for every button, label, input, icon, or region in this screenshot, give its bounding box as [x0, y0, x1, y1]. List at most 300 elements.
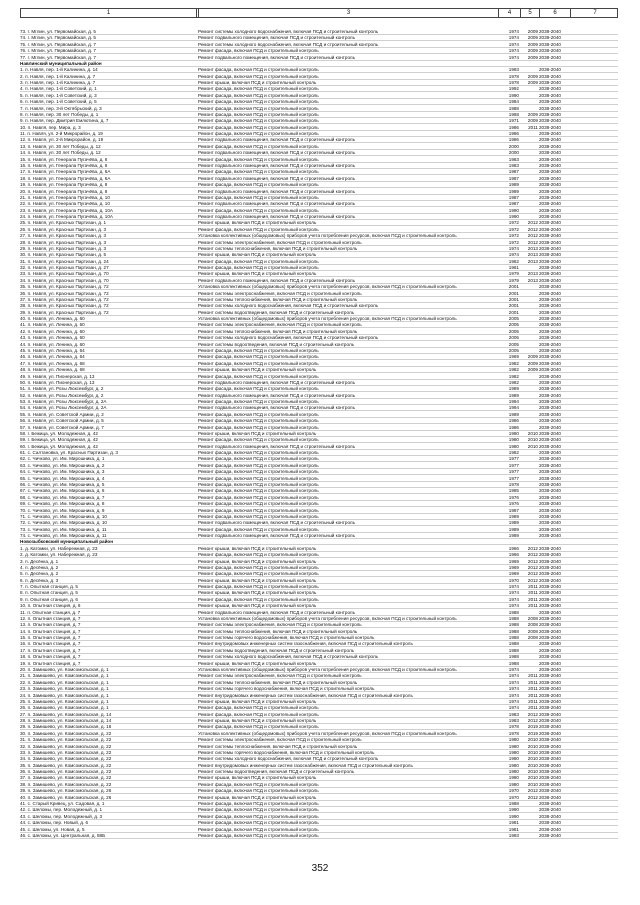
- cell-work-type: Ремонт фасада, включая ПСД и строительный контроль: [198, 86, 319, 92]
- cell-year-built: 1974: [508, 590, 519, 596]
- cell-year-built: 1988: [508, 628, 519, 634]
- cell-year-last-repair: 2011: [528, 124, 538, 130]
- cell-year-built: 1981: [508, 820, 519, 826]
- cell-year-last-repair: 2009: [527, 48, 538, 54]
- cell-year-last-repair: 2012: [527, 711, 538, 717]
- cell-work-type: Ремонт системы теплоснабжения, включая ПСД и строительный контроль: [198, 743, 358, 749]
- cell-object: 36. п. Замишево, ул. Комсомольская, д. 22: [20, 769, 112, 775]
- table-row: [20, 48, 618, 54]
- cell-work-type: Ремонт системы теплоснабжения, включая ПСД и строительный контроль: [198, 628, 358, 634]
- cell-work-type: Ремонт фасада, включая ПСД и строительный контроль: [198, 494, 319, 500]
- cell-year-last-repair: 2012: [527, 788, 538, 794]
- cell-planned-period: 2038-2040: [539, 705, 561, 711]
- cell-year-built: 1983: [508, 156, 519, 162]
- section-heading-row: [20, 539, 618, 545]
- cell-year-built: 1986: [508, 131, 519, 137]
- cell-year-built: 1976: [508, 501, 519, 507]
- cell-work-type: Ремонт фасада, включая ПСД и строительный контроль: [198, 418, 319, 424]
- cell-year-built: 1986: [508, 124, 519, 130]
- table-row: [20, 220, 618, 226]
- cell-work-type: Ремонт фасада, включая ПСД и строительный контроль: [198, 526, 319, 532]
- table-row: [20, 782, 618, 788]
- cell-object: 17. п. Опытная станция, д. 7: [20, 647, 81, 653]
- table-row: [20, 265, 618, 271]
- cell-planned-period: 2038-2040: [539, 252, 561, 258]
- cell-year-last-repair: 2011: [528, 603, 538, 609]
- cell-object: 9. п. Опытная станция, д. 6: [20, 596, 78, 602]
- cell-object: 52. п. Навля, ул. Розы Люксембург, д. 2: [20, 392, 104, 398]
- cell-planned-period: 2038-2040: [539, 494, 561, 500]
- cell-work-type: Ремонт фасада, включая ПСД и строительный контроль: [198, 456, 319, 462]
- cell-work-type: Ремонт крыши, включая ПСД и строительный контроль: [198, 775, 317, 781]
- cell-year-built: 1980: [508, 430, 519, 436]
- cell-object: 44. п. Навля, ул. Ленина, д. 60: [20, 341, 85, 347]
- cell-planned-period: 2038-2040: [539, 124, 561, 130]
- cell-planned-period: 2038-2040: [539, 654, 561, 660]
- cell-year-built: 1968: [508, 111, 519, 117]
- cell-planned-period: 2038-2040: [539, 686, 561, 692]
- cell-planned-period: 2038-2040: [539, 143, 561, 149]
- cell-object: 46. п. Навля, ул. Ленина, д. 64: [20, 354, 85, 360]
- table-row: [20, 252, 618, 258]
- cell-planned-period: 2038-2040: [539, 399, 561, 405]
- cell-year-built: 2001: [508, 303, 519, 309]
- cell-work-type: Установка коллективных (общедомовых) приборов учета потребления ресурсов, включая ПСД и строительный контроль: [198, 615, 457, 621]
- cell-year-built: 1988: [508, 800, 519, 806]
- cell-planned-period: 2038-2040: [539, 641, 561, 647]
- cell-object: 73. с. Чичково, ул. Им. Мирошника, д. 11: [20, 526, 107, 532]
- cell-year-built: 1981: [508, 826, 519, 832]
- cell-object: 31. п. Навля, ул. Красных Партизан, д. 24: [20, 258, 109, 264]
- cell-year-built: 1989: [508, 411, 519, 417]
- cell-year-built: 1994: [508, 399, 519, 405]
- cell-object: 4. п. Навля, пер. 1-й Советский, д. 1: [20, 86, 97, 92]
- cell-year-last-repair: 2010: [527, 737, 538, 743]
- cell-year-built: 2005: [508, 322, 519, 328]
- cell-planned-period: 2038-2040: [539, 411, 561, 417]
- cell-object: 5. п. Навля, пер. 1-й Советский, д. 3: [20, 92, 97, 98]
- cell-work-type: Ремонт системы электроснабжения, включая ПСД и строительный контроль: [198, 290, 362, 296]
- cell-work-type: Ремонт фасада, включая ПСД и строительный контроль: [198, 832, 319, 838]
- table-row: [20, 610, 618, 616]
- cell-work-type: Ремонт фасада, включая ПСД и строительный контроль: [198, 813, 319, 819]
- cell-object: 47. п. Навля, ул. Ленина, д. 68: [20, 360, 85, 366]
- cell-object: 68. с. Чичково, ул. Им. Мирошника, д. 7: [20, 494, 105, 500]
- cell-work-type: Ремонт фасада, включая ПСД и строительный контроль: [198, 73, 319, 79]
- cell-year-built: 2000: [508, 143, 519, 149]
- cell-object: 3. п. Десёнка, д. 1: [20, 558, 59, 564]
- cell-object: 72. с. Чичково, ул. Им. Мирошника, д. 10: [20, 520, 107, 526]
- cell-planned-period: 2038-2040: [539, 92, 561, 98]
- cell-object: 34. п. Замишево, ул. Комсомольская, д. 22: [20, 756, 112, 762]
- cell-planned-period: 2038-2040: [539, 233, 561, 239]
- cell-work-type: Ремонт системы горячего водоснабжения, включая ПСД и строительный контроль: [198, 749, 375, 755]
- cell-planned-period: 2038-2040: [539, 201, 561, 207]
- cell-work-type: Ремонт фасада, включая ПСД и строительный контроль: [198, 705, 319, 711]
- cell-object: 30. п. Замишево, ул. Комсомольская, д. 22: [20, 730, 112, 736]
- table-row: [20, 284, 618, 290]
- cell-year-last-repair: 2011: [528, 673, 538, 679]
- cell-work-type: Ремонт системы теплоснабжения, включая ПСД и строительный контроль: [198, 328, 358, 334]
- cell-planned-period: 2038-2040: [539, 373, 561, 379]
- table-row: [20, 201, 618, 207]
- cell-planned-period: 2038-2040: [539, 162, 561, 168]
- cell-work-type: Ремонт фасада, включая ПСД и строительный контроль: [198, 800, 319, 806]
- cell-object: 16. п. Навля, ул. Генерала Пугачёва, д. 6: [20, 162, 108, 168]
- cell-object: 29. п. Замишево, ул. Комсомольская, д. 16: [20, 724, 112, 730]
- table-row: [20, 820, 618, 826]
- cell-work-type: Ремонт фасада, включая ПСД и строительный контроль: [198, 105, 319, 111]
- cell-year-built: 1974: [508, 41, 519, 47]
- cell-planned-period: 2038-2040: [539, 67, 561, 73]
- cell-object: Новозыбковский муниципальный район: [20, 539, 113, 545]
- table-row: [20, 763, 618, 769]
- cell-year-built: 1988: [508, 615, 519, 621]
- table-row: [20, 571, 618, 577]
- cell-planned-period: 2038-2040: [539, 781, 561, 787]
- table-row: [20, 233, 618, 239]
- cell-year-built: 2005: [508, 348, 519, 353]
- table-row: [20, 189, 618, 195]
- table-row: [20, 125, 618, 131]
- cell-work-type: Ремонт подвального помещения, включая ПСД и строительный контроль: [198, 405, 355, 411]
- cell-year-last-repair: 2019: [527, 724, 538, 730]
- cell-work-type: Ремонт фасада, включая ПСД и строительный контроль: [198, 564, 319, 570]
- header-col-3: 3: [198, 9, 498, 17]
- cell-work-type: Ремонт фасада, включая ПСД и строительный контроль: [198, 424, 319, 430]
- cell-object: 27. п. Замишево, ул. Комсомольская, д. 14: [20, 711, 112, 717]
- cell-work-type: Ремонт крыши, включая ПСД и строительный контроль: [198, 660, 317, 666]
- cell-planned-period: 2038-2040: [539, 590, 561, 596]
- cell-object: 39. п. Замишево, ул. Комсомольская, д. 26: [20, 788, 112, 794]
- cell-object: 67. с. Чичково, ул. Им. Мирошника, д. 6: [20, 488, 105, 494]
- table-row: [20, 444, 618, 450]
- cell-work-type: Установка коллективных (общедомовых) приборов учета потребления ресурсов, включая ПСД и строительный контроль: [198, 730, 457, 736]
- cell-year-last-repair: 2012: [527, 571, 538, 577]
- cell-object: 11. п. Опытная станция, д. 7: [20, 609, 81, 615]
- cell-work-type: Ремонт системы холодного водоснабжения, включая ПСД и строительный контроль: [198, 303, 379, 309]
- cell-planned-period: 2038-2040: [539, 41, 561, 47]
- cell-work-type: Ремонт крыши, включая ПСД и строительный контроль: [198, 80, 317, 86]
- cell-work-type: Установка коллективных (общедомовых) приборов учета потребления ресурсов, включая ПСД и строительный контроль: [198, 284, 457, 290]
- table-row: [20, 756, 618, 762]
- cell-year-built: 1978: [508, 80, 519, 86]
- cell-object: 48. п. Навля, ул. Ленина, д. 68: [20, 367, 85, 373]
- table-row: [20, 629, 618, 635]
- cell-work-type: Ремонт фасада, включая ПСД и строительный контроль: [198, 360, 319, 366]
- cell-year-built: 1988: [508, 635, 519, 641]
- cell-year-built: 1982: [508, 450, 519, 456]
- cell-planned-period: 2038-2040: [539, 615, 561, 621]
- cell-object: 54. п. Навля, ул. Розы Люксембург, д. 2А: [20, 405, 107, 411]
- cell-year-built: 1992: [508, 86, 519, 92]
- cell-work-type: Ремонт внутридомовых инженерных систем газоснабжения, включая ПСД и строительный контроль: [198, 641, 413, 647]
- cell-year-built: 2001: [508, 290, 519, 296]
- cell-object: 23. п. Замишево, ул. Комсомольская, д. 1: [20, 686, 109, 692]
- cell-object: 62. с. Чичково, ул. Им. Мирошника, д. 1: [20, 456, 105, 462]
- cell-planned-period: 2038-2040: [539, 832, 561, 838]
- cell-work-type: Ремонт подвального помещения, включая ПСД и строительный контроль: [198, 609, 355, 615]
- cell-year-built: 1974: [508, 679, 519, 685]
- cell-planned-period: 2038-2040: [539, 239, 561, 245]
- cell-planned-period: 2038-2040: [539, 35, 561, 41]
- table-row: [20, 246, 618, 252]
- cell-work-type: Ремонт фасада, включая ПСД и строительный контроль: [198, 711, 319, 717]
- cell-object: 41. п. Навля, ул. Ленина, д. 60: [20, 322, 85, 328]
- cell-planned-period: 2038-2040: [539, 596, 561, 602]
- cell-year-last-repair: 2008: [527, 622, 538, 628]
- cell-object: Навлинский муниципальный район: [20, 60, 102, 66]
- cell-object: 63. с. Чичково, ул. Им. Мирошника, д. 2: [20, 462, 105, 468]
- cell-work-type: Ремонт системы электроснабжения, включая ПСД и строительный контроль: [198, 322, 362, 328]
- cell-work-type: Ремонт подвального помещения, включая ПСД и строительный контроль: [198, 277, 355, 283]
- cell-object: 57. п. Навля, ул. Советской Армии, д. 7: [20, 424, 104, 430]
- cell-work-type: Ремонт подвального помещения, включая ПСД и строительный контроль: [198, 201, 355, 207]
- table-row: [20, 322, 618, 328]
- cell-work-type: Ремонт системы холодного водоснабжения, включая ПСД и строительный контроль: [198, 29, 379, 34]
- table-row: [20, 431, 618, 437]
- cell-year-built: 1989: [508, 526, 519, 532]
- cell-planned-period: 2038-2040: [539, 456, 561, 462]
- cell-year-last-repair: 2011: [528, 705, 538, 711]
- cell-work-type: Ремонт крыши, включая ПСД и строительный контроль: [198, 367, 317, 373]
- cell-year-built: 1980: [508, 762, 519, 768]
- cell-planned-period: 2038-2040: [539, 354, 561, 360]
- table-row: [20, 55, 618, 61]
- cell-work-type: Ремонт фасада, включая ПСД и строительный контроль: [198, 469, 319, 475]
- cell-planned-period: 2038-2040: [539, 118, 561, 124]
- cell-planned-period: 2038-2040: [539, 737, 561, 743]
- cell-work-type: Ремонт крыши, включая ПСД и строительный контроль: [198, 271, 317, 277]
- table-row: [20, 520, 618, 526]
- cell-year-last-repair: 2011: [528, 596, 538, 602]
- cell-planned-period: 2038-2040: [539, 131, 561, 137]
- cell-object: 70. с. Чичково, ул. Им. Мирошника, д. 9: [20, 507, 105, 513]
- cell-year-built: 1989: [508, 188, 519, 194]
- cell-work-type: Ремонт фасада, включая ПСД и строительный контроль: [198, 488, 319, 494]
- cell-work-type: Ремонт крыши, включая ПСД и строительный контроль: [198, 252, 317, 258]
- cell-object: 12. п. Навля, ул. 2-й Микрорайон, д. 19: [20, 137, 104, 143]
- cell-planned-period: 2038-2040: [539, 730, 561, 736]
- cell-year-built: 2001: [508, 296, 519, 302]
- cell-year-last-repair: 2012: [527, 233, 538, 239]
- cell-planned-period: 2038-2040: [539, 367, 561, 373]
- cell-work-type: Ремонт системы холодного водоснабжения, включая ПСД и строительный контроль: [198, 41, 379, 47]
- cell-object: 2. д. Катомки, ул. Набережная, д. 23: [20, 552, 98, 558]
- cell-planned-period: 2038-2040: [539, 48, 561, 54]
- cell-year-built: 1989: [508, 392, 519, 398]
- cell-object: 49. п. Навля, ул. Пионерская, д. 13: [20, 373, 95, 379]
- cell-planned-period: 2038-2040: [539, 258, 561, 264]
- cell-object: 50. п. Навля, ул. Пионерская, д. 13: [20, 379, 95, 385]
- cell-work-type: Ремонт фасада, включая ПСД и строительный контроль: [198, 501, 319, 507]
- cell-year-built: 1978: [508, 73, 519, 79]
- table-row: [20, 29, 618, 35]
- cell-planned-period: 2038-2040: [539, 756, 561, 762]
- table-row: [20, 195, 618, 201]
- cell-year-built: 1966: [508, 552, 519, 558]
- cell-year-built: 1988: [508, 609, 519, 615]
- cell-object: 19. п. Навля, ул. Генерала Пугачёва, д. 8: [20, 182, 108, 188]
- cell-planned-period: 2038-2040: [539, 711, 561, 717]
- cell-planned-period: 2038-2040: [539, 462, 561, 468]
- cell-planned-period: 2038-2040: [539, 820, 561, 826]
- cell-object: 28. п. Навля, ул. Красных Партизан, д. 3: [20, 239, 107, 245]
- cell-year-built: 1988: [508, 641, 519, 647]
- table-row: [20, 750, 618, 756]
- cell-year-built: 1979: [508, 277, 519, 283]
- cell-work-type: Ремонт фасада, включая ПСД и строительный контроль: [198, 99, 319, 105]
- cell-year-built: 1974: [508, 35, 519, 41]
- cell-work-type: Ремонт системы электроснабжения, включая ПСД и строительный контроль: [198, 239, 362, 245]
- table-row: [20, 42, 618, 48]
- table-row: [20, 469, 618, 475]
- cell-year-last-repair: 2009: [527, 35, 538, 41]
- table-row: [20, 578, 618, 584]
- table-row: [20, 405, 618, 411]
- cell-year-built: 1983: [508, 711, 519, 717]
- cell-work-type: Ремонт фасада, включая ПСД и строительный контроль: [198, 571, 319, 577]
- cell-object: 76. г. Мглин, ул. Первомайская, д. 7: [20, 48, 96, 54]
- cell-planned-period: 2038-2040: [539, 316, 561, 322]
- cell-planned-period: 2038-2040: [539, 277, 561, 283]
- table-row: [20, 374, 618, 380]
- cell-planned-period: 2038-2040: [539, 111, 561, 117]
- cell-work-type: Ремонт внутридомовых инженерных систем газоснабжения, включая ПСД и строительный контроль: [198, 692, 413, 698]
- cell-object: 6. п. Десёнка, д. 3: [20, 577, 59, 583]
- cell-work-type: Ремонт фасада, включая ПСД и строительный контроль: [198, 354, 319, 360]
- header-col-1: 1: [106, 10, 111, 16]
- cell-year-last-repair: 2010: [527, 769, 538, 775]
- cell-work-type: Ремонт фасада, включая ПСД и строительный контроль: [198, 450, 319, 456]
- cell-year-last-repair: 2008: [527, 628, 538, 634]
- table-row: [20, 559, 618, 565]
- cell-work-type: Ремонт крыши, включая ПСД и строительный контроль: [198, 430, 317, 436]
- cell-year-built: 2005: [508, 341, 519, 347]
- cell-work-type: Ремонт крыши, включая ПСД и строительный контроль: [198, 590, 317, 596]
- cell-object: 19. п. Опытная станция, д. 7: [20, 660, 81, 666]
- table-row: [20, 74, 618, 80]
- cell-year-last-repair: 2011: [528, 590, 538, 596]
- cell-year-built: 1962: [508, 258, 519, 264]
- cell-work-type: Ремонт фасада, включая ПСД и строительный контроль: [198, 552, 319, 558]
- table-row: [20, 367, 618, 373]
- cell-object: 74. г. Мглин, ул. Первомайская, д. 5: [20, 35, 96, 41]
- cell-planned-period: 2038-2040: [539, 813, 561, 819]
- table-row: [20, 482, 618, 488]
- cell-year-built: 1961: [508, 265, 519, 271]
- cell-planned-period: 2038-2040: [539, 150, 561, 156]
- cell-work-type: Ремонт системы водоотведения, включая ПСД и строительный контроль: [198, 769, 355, 775]
- cell-year-built: 1974: [508, 48, 519, 54]
- table-row: [20, 342, 618, 348]
- cell-work-type: Ремонт фасада, включая ПСД и строительный контроль: [198, 788, 319, 794]
- cell-planned-period: 2038-2040: [539, 220, 561, 226]
- cell-object: 37. п. Замишево, ул. Комсомольская, д. 22: [20, 775, 112, 781]
- cell-planned-period: 2038-2040: [539, 794, 561, 800]
- cell-year-last-repair: 2013: [527, 277, 538, 283]
- table-row: [20, 425, 618, 431]
- cell-year-built: 1974: [508, 603, 519, 609]
- table-row: [20, 278, 618, 284]
- cell-work-type: Ремонт фасада, включая ПСД и строительный контроль: [198, 131, 319, 137]
- cell-work-type: Ремонт системы холодного водоснабжения, включая ПСД и строительный контроль: [198, 335, 379, 341]
- cell-object: 16. п. Опытная станция, д. 7: [20, 641, 81, 647]
- header-col-5: 5: [520, 9, 539, 17]
- table-row: [20, 635, 618, 641]
- cell-year-built: 1969: [508, 354, 519, 360]
- cell-planned-period: 2038-2040: [539, 635, 561, 641]
- table-row: [20, 131, 618, 137]
- cell-object: 36. п. Навля, ул. Красных Партизан, д. 72: [20, 290, 109, 296]
- table-row: [20, 827, 618, 833]
- cell-object: 26. п. Замишево, ул. Комсомольская, д. 1: [20, 705, 109, 711]
- table-row: [20, 641, 618, 647]
- table-row: [20, 93, 618, 99]
- cell-planned-period: 2038-2040: [539, 443, 561, 449]
- table-row: [20, 99, 618, 105]
- cell-object: 38. п. Навля, ул. Красных Партизан, д. 72: [20, 303, 109, 309]
- table-row: [20, 769, 618, 775]
- cell-year-last-repair: 2012: [527, 226, 538, 232]
- table-row: [20, 456, 618, 462]
- header-col-4: 4: [498, 9, 520, 17]
- cell-year-last-repair: 2009: [527, 41, 538, 47]
- cell-planned-period: 2038-2040: [539, 86, 561, 92]
- table-row: [20, 412, 618, 418]
- table-row: [20, 622, 618, 628]
- cell-year-last-repair: 2009: [527, 367, 538, 373]
- table-row: [20, 361, 618, 367]
- cell-work-type: Ремонт фасада, включая ПСД и строительный контроль: [198, 596, 319, 602]
- cell-object: 30. п. Навля, ул. Красных Партизан, д. 5: [20, 252, 107, 258]
- cell-year-built: 1982: [508, 373, 519, 379]
- table-row: [20, 597, 618, 603]
- cell-year-last-repair: 2010: [527, 781, 538, 787]
- cell-year-last-repair: 2008: [527, 615, 538, 621]
- cell-work-type: Ремонт фасада, включая ПСД и строительный контроль: [198, 781, 319, 787]
- table-row: [20, 680, 618, 686]
- cell-planned-period: 2038-2040: [539, 182, 561, 188]
- cell-planned-period: 2038-2040: [539, 526, 561, 532]
- cell-work-type: Ремонт фасада, включая ПСД и строительный контроль: [198, 258, 319, 264]
- cell-object: 21. п. Замишево, ул. Комсомольская, д. 1: [20, 673, 109, 679]
- cell-year-last-repair: 2012: [527, 545, 538, 551]
- header-col-7: 7: [570, 9, 619, 17]
- cell-object: 23. п. Навля, ул. Генерала Пугачёва, д. 10А: [20, 207, 113, 213]
- cell-year-last-repair: 2012: [527, 564, 538, 570]
- cell-work-type: Ремонт фасада, включая ПСД и строительный контроль: [198, 507, 319, 513]
- cell-year-last-repair: 2013: [527, 245, 538, 251]
- cell-year-built: 1982: [508, 360, 519, 366]
- cell-planned-period: 2038-2040: [539, 105, 561, 111]
- table-row: [20, 807, 618, 813]
- table-row: [20, 259, 618, 265]
- cell-object: 12. п. Опытная станция, д. 7: [20, 615, 81, 621]
- cell-object: 77. г. Мглин, ул. Первомайская, д. 7: [20, 54, 96, 60]
- cell-object: 73. г. Мглин, ул. Первомайская, д. 5: [20, 29, 96, 34]
- cell-planned-period: 2038-2040: [539, 188, 561, 194]
- table-row: [20, 514, 618, 520]
- cell-work-type: Ремонт внутридомовых инженерных систем газоснабжения, включая ПСД и строительный контроль: [198, 762, 413, 768]
- cell-year-last-repair: 2011: [528, 698, 538, 704]
- cell-year-built: 1988: [508, 647, 519, 653]
- cell-planned-period: 2038-2040: [539, 520, 561, 526]
- cell-year-built: 1974: [508, 54, 519, 60]
- cell-year-last-repair: 2010: [527, 430, 538, 436]
- cell-planned-period: 2038-2040: [539, 54, 561, 60]
- cell-planned-period: 2038-2040: [539, 609, 561, 615]
